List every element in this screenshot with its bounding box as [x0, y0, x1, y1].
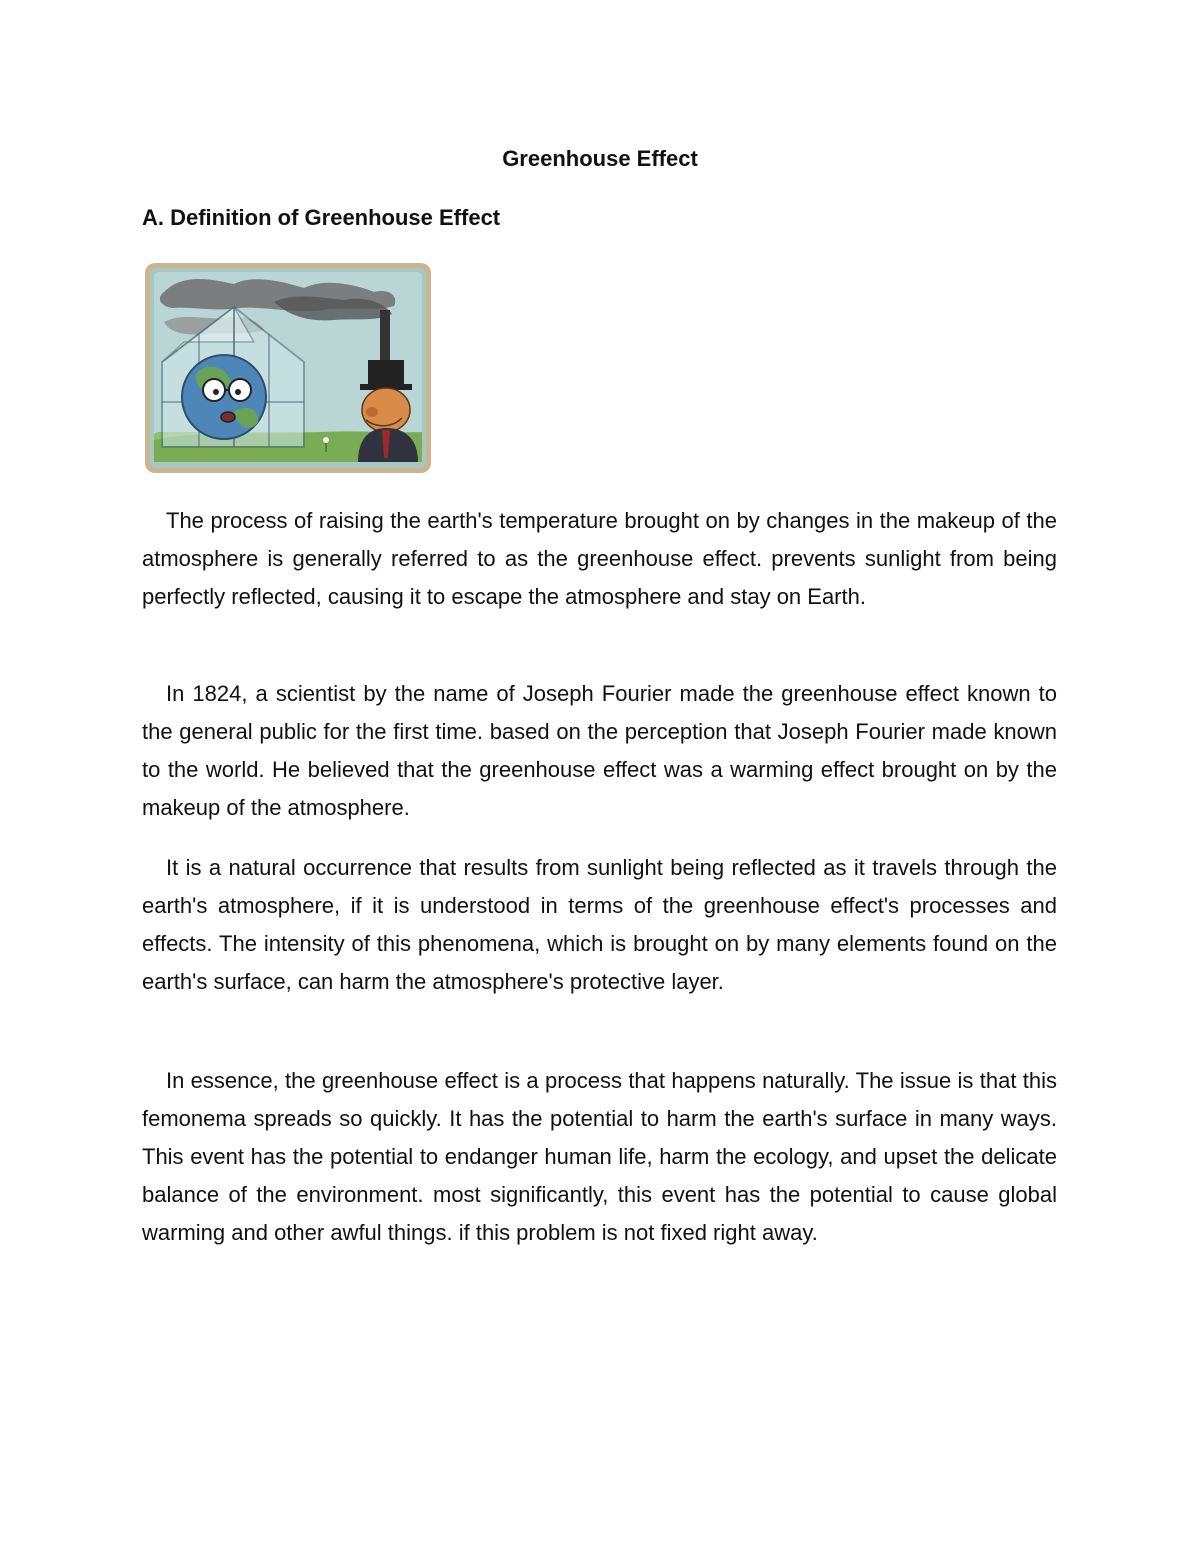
paragraph-4: In essence, the greenhouse effect is a process that happens naturally. The issue is that this femonema spreads so quickly. It has the potential to harm the earth's surface in many ways. This event has the potential to endanger human life, harm the ecology, and upset the delicate balance of the environment. most significantly, this event has the potential to cause global warming and other awful things. if this problem is not fixed right away. — [142, 1068, 1057, 1245]
section-heading: A. Definition of Greenhouse Effect — [142, 205, 501, 230]
document-title: Greenhouse Effect — [502, 146, 698, 171]
paragraph-2: In 1824, a scientist by the name of Joseph Fourier made the greenhouse effect known to the general public for the first time. based on the perception that Joseph Fourier made known to the world. He believed that the greenhouse effect was a warming effect brought on by the makeup of the atmosphere. — [142, 681, 1057, 820]
paragraph-3: It is a natural occurrence that results from sunlight being reflected as it travels through the earth's atmosphere, if it is understood in terms of the greenhouse effect's processes and effects. The intensity of this phenomena, which is brought on by many elements found on the earth's surface, can harm the atmosphere's protective layer. — [142, 855, 1057, 994]
paragraph-1: The process of raising the earth's temperature brought on by changes in the makeup of the atmosphere is generally referred to as the greenhouse effect. prevents sunlight from being perfectly reflected, causing it to escape the atmosphere and stay on Earth. — [142, 508, 1057, 609]
greenhouse-earth-cartoon-icon — [144, 262, 432, 474]
